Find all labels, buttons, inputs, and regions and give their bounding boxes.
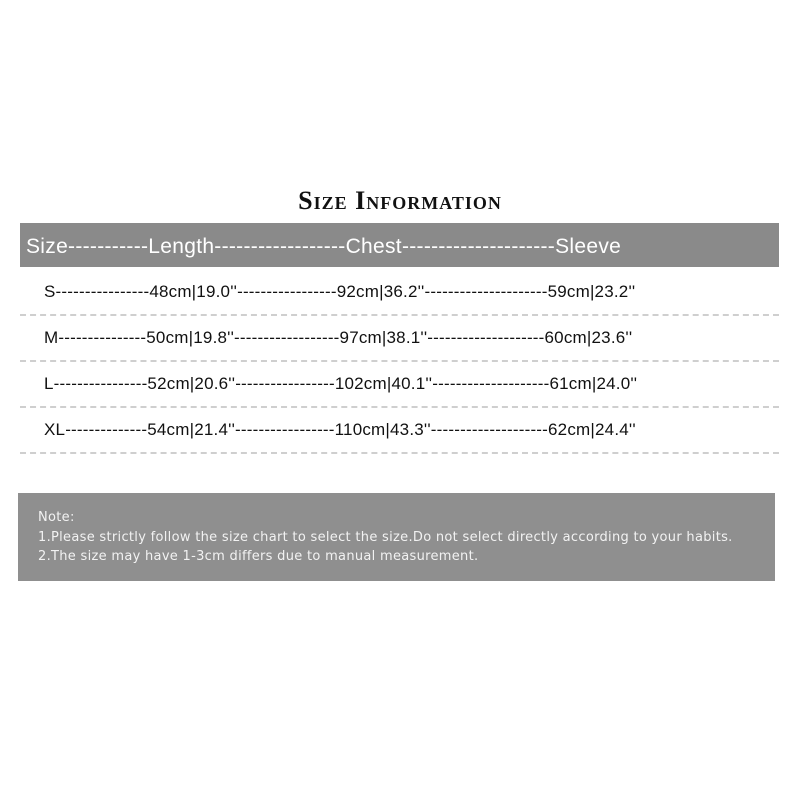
table-row [20, 316, 779, 362]
table-row [20, 408, 779, 454]
size-row-m: M---------------50cm|19.8''------------------97cm|38.1''--------------------60cm|23.6'' [44, 328, 633, 347]
note-box [18, 493, 775, 581]
note-line-2: 2.The size may have 1-3cm differs due to manual measurement. [38, 549, 479, 564]
page-title: Size Information [298, 186, 502, 215]
size-table-header: Size-----------Length------------------Chest---------------------Sleeve [20, 223, 779, 267]
table-row [20, 362, 779, 408]
size-table [20, 270, 779, 454]
size-row-xl: XL--------------54cm|21.4''-----------------110cm|43.3''--------------------62cm|24.4'' [44, 420, 636, 439]
size-row-l: L----------------52cm|20.6''-----------------102cm|40.1''--------------------61cm|24.0'' [44, 374, 638, 393]
note-heading: Note: [38, 510, 75, 525]
table-row [20, 270, 779, 316]
note-line-1: 1.Please strictly follow the size chart to select the size.Do not select directly according to your habits. [38, 529, 733, 545]
size-row-s: S----------------48cm|19.0''-----------------92cm|36.2''---------------------59cm|23.2'' [44, 282, 636, 301]
